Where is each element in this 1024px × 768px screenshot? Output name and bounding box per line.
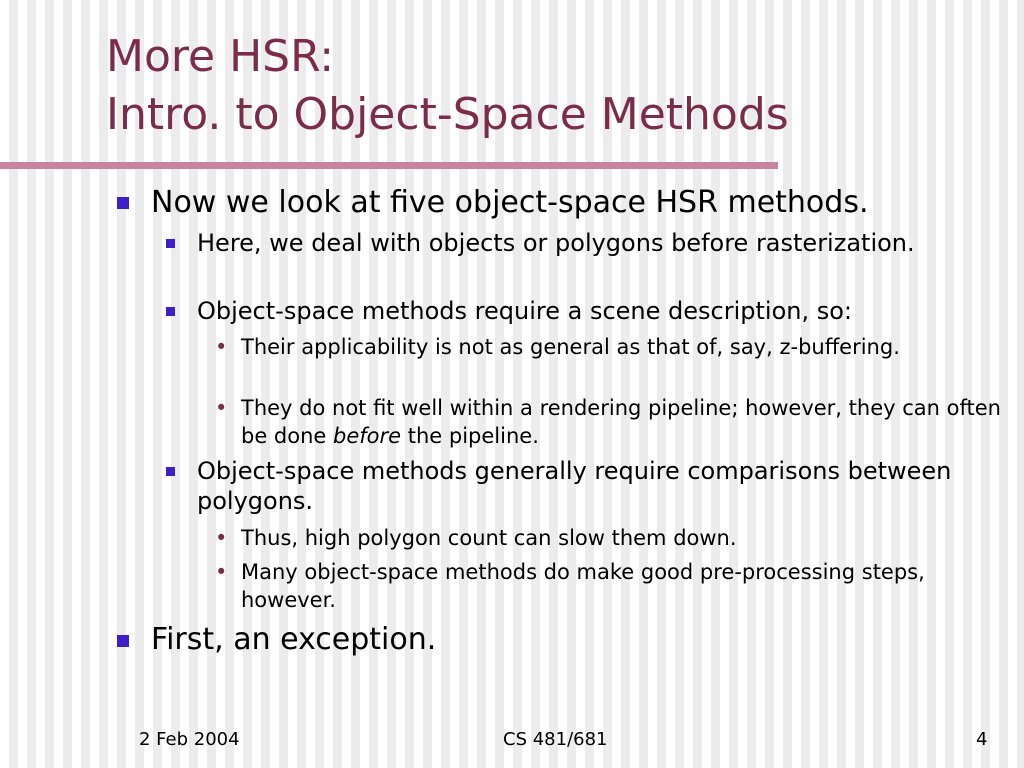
footer-course: CS 481/681 bbox=[503, 729, 608, 750]
bullet-dot-icon: • bbox=[215, 335, 228, 359]
bullet-text: the pipeline. bbox=[401, 424, 539, 448]
slide-title bbox=[106, 28, 789, 144]
slide-title-line-2: Intro. to Object-Space Methods bbox=[106, 89, 789, 140]
bullet-square-icon bbox=[166, 307, 175, 316]
bullet-level-1: First, an exception. bbox=[151, 622, 437, 657]
bullet-level-3: Many object-space methods do make good pre-processing steps, however. bbox=[241, 560, 925, 612]
bullet-square-icon bbox=[117, 635, 129, 647]
footer-page-number: 4 bbox=[976, 729, 988, 750]
emphasis-text: before bbox=[333, 424, 402, 448]
bullet-square-icon bbox=[166, 239, 175, 248]
bullet-level-2: Object-space methods require a scene description, so: bbox=[197, 297, 853, 325]
bullet-level-3 bbox=[241, 394, 1011, 450]
title-divider bbox=[0, 162, 778, 169]
bullet-dot-icon: • bbox=[215, 526, 228, 550]
bullet-level-3: Thus, high polygon count can slow them down. bbox=[241, 526, 737, 550]
bullet-level-2: Here, we deal with objects or polygons before rasterization. bbox=[197, 229, 915, 257]
bullet-square-icon bbox=[117, 197, 129, 209]
footer-date: 2 Feb 2004 bbox=[139, 729, 240, 750]
bullet-square-icon bbox=[166, 467, 175, 476]
bullet-level-3: Their applicability is not as general as that of, say, z-buffering. bbox=[241, 335, 900, 359]
bullet-level-1: Now we look at five object-space HSR methods. bbox=[151, 185, 869, 220]
slide-title-line-1: More HSR: bbox=[106, 31, 335, 82]
bullet-dot-icon: • bbox=[215, 396, 228, 420]
bullet-dot-icon: • bbox=[215, 560, 228, 584]
bullet-level-2: Object-space methods generally require comparisons between polygons. bbox=[197, 457, 952, 515]
bullet-text: They do not fit well within a rendering pipeline; however, they can often be done bbox=[241, 396, 1001, 448]
